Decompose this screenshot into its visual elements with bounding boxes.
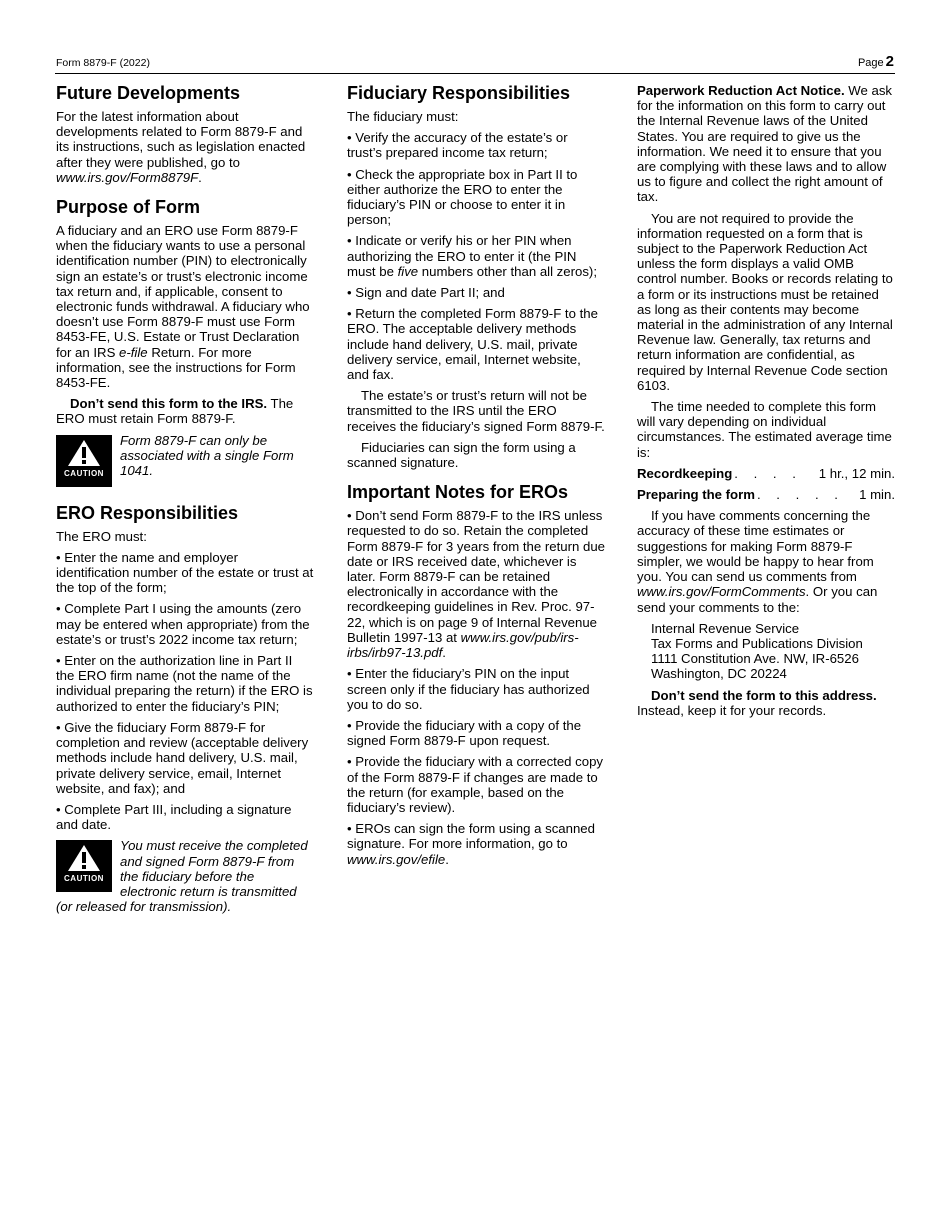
caution-text-1: Form 8879-F can only be associated with a single Form 1041. — [120, 432, 294, 479]
form-id: Form 8879-F (2022) — [56, 57, 150, 69]
preparing-form-row: Preparing the form . . . . . 1 min. — [637, 487, 895, 503]
page-number: 2 — [885, 53, 894, 70]
irs-address: Internal Revenue Service Tax Forms and Publications Division 1111 Constitution Ave. NW, IR-6526 Washington, DC 20224 — [651, 620, 863, 682]
list-item: • Provide the fiduciary with a corrected copy of the Form 8879-F if changes are made to the return (for example, based on the fiduciary’s review). — [347, 754, 604, 815]
efile-link[interactable]: www.irs.gov/efile — [347, 851, 446, 867]
final-note: Don’t send the form to this address. Instead, keep it for your records. — [637, 687, 877, 718]
caution-icon — [56, 840, 112, 892]
warning-triangle-icon — [66, 843, 102, 873]
list-item: • Complete Part I using the amounts (zero may be entered when appropriate) from the estate’s or trust’s 2022 income tax return; — [56, 601, 310, 647]
list-item: • Give the fiduciary Form 8879-F for completion and review (acceptable delivery methods include hand delivery, U.S. mail, private delivery service, email, Internet website, and fax); and — [56, 719, 309, 796]
future-developments-text: For the latest information about developments related to Form 8879-F and its instructions, such as legislation enacted after they were published, go to www.irs.gov/Form8879F. — [56, 109, 306, 185]
list-item: • Enter the name and employer identification number of the estate or trust at the top of the form; — [56, 549, 314, 596]
list-item: • Indicate or verify his or her PIN when authorizing the ERO to enter it (the PIN must be five numbers other than all zeros); — [347, 233, 597, 279]
caution-note-2 — [56, 838, 314, 914]
irb-link[interactable]: www.irs.gov/pub/irs-irbs/irb97-13.pdf — [347, 629, 579, 661]
list-item: • Don’t send Form 8879-F to the IRS unless requested to do so. Retain the completed Form 8879-F for 3 years from the return due date or IRS received date, whichever is later. Form 8879-F can be retained electronically in accordance with the recordkeeping guidelines in Rev. Proc. 97-22, which is on page 9 of Internal Revenue Bulletin 1997-13 at www.irs.gov/pub/irs-irbs/irb97-13.pdf. — [347, 508, 605, 661]
column-2 — [347, 83, 605, 873]
column-1 — [56, 83, 314, 920]
list-item: • EROs can sign the form using a scanned signature. For more information, go to www.irs.gov/efile. — [347, 821, 595, 867]
caution-label: CAUTION — [64, 874, 104, 884]
future-developments-title: Future Developments — [56, 83, 241, 103]
caution-note-1 — [56, 433, 314, 491]
list-item: • Sign and date Part II; and — [347, 285, 505, 301]
list-item: • Provide the fiduciary with a copy of the signed Form 8879-F upon request. — [347, 717, 582, 749]
dont-send-note: Don’t send this form to the IRS. The ERO must retain Form 8879-F. — [56, 396, 294, 427]
fiduciary-responsibilities-title: Fiduciary Responsibilities — [347, 83, 571, 103]
fiduciary-intro: The fiduciary must: — [347, 109, 459, 124]
purpose-of-form-text: A fiduciary and an ERO use Form 8879-F when the fiduciary wants to use a personal identification number (PIN) to electronically sign an estate’s or trust’s electronic income tax return and, if applicable, consent to electronic funds withdrawal. A fiduciary who doesn’t use Form 8879-F must use Form 8453-FE, U.S. Estate or Trust Declaration for an IRS e-file Return. For more information, see the instructions for Form 8453-FE. — [56, 223, 310, 391]
list-item: • Complete Part III, including a signature and date. — [56, 801, 292, 833]
scanned-signature-note: Fiduciaries can sign the form using a scanned signature. — [347, 439, 576, 471]
list-item: • Enter on the authorization line in Part II the ERO firm name (not the name of the individual preparing the return) if the ERO is authorized to enter the fiduciary’s PIN; — [56, 653, 313, 714]
caution-text-2: You must receive the completed and signed Form 8879-F from the fiduciary before the electronic return is transmitted (or released for transmission). — [56, 838, 308, 915]
caution-label: CAUTION — [64, 468, 104, 478]
transmit-note: The estate’s or trust’s return will not be transmitted to the IRS until the ERO receives the fiduciary’s signed Form 8879-F. — [347, 388, 605, 434]
list-item: • Verify the accuracy of the estate’s or trust’s prepared income tax return; — [347, 130, 568, 161]
list-item: • Enter the fiduciary’s PIN on the input screen only if the fiduciary has authorized you to do so. — [347, 666, 590, 712]
list-item: • Return the completed Form 8879-F to the ERO. The acceptable delivery methods include hand delivery, U.S. mail, private delivery service, email, Internet website, and fax. — [347, 306, 598, 383]
warning-triangle-icon — [66, 438, 102, 468]
important-notes-title: Important Notes for EROs — [347, 482, 569, 503]
ero-intro: The ERO must: — [56, 528, 147, 544]
purpose-of-form-title: Purpose of Form — [56, 197, 201, 218]
header-rule — [55, 73, 895, 74]
paperwork-reduction-notice: Paperwork Reduction Act Notice. We ask for the information on this form to carry out the Internal Revenue laws of the United States. You are required to give us the information. We need it to ensure that you are complying with these laws and to allow us to figure and collect the right amount of tax. — [637, 83, 893, 205]
form8879f-link[interactable]: www.irs.gov/Form8879F — [56, 169, 199, 185]
page-indicator — [858, 53, 894, 70]
ero-responsibilities-title: ERO Responsibilities — [56, 502, 239, 523]
comments-paragraph: If you have comments concerning the accuracy of these time estimates or suggestions for making Form 8879-F simpler, we would be happy to hear from you. You can send us comments from www.irs.gov/FormComments. Or you can send your comments to the: — [637, 508, 878, 615]
caution-icon — [56, 435, 112, 487]
list-item: • Check the appropriate box in Part II to either authorize the ERO to enter the fiduciary’s PIN or choose to enter it in person; — [347, 166, 578, 228]
omb-paragraph: You are not required to provide the information requested on a form that is subject to the Paperwork Reduction Act unless the form displays a valid OMB control number. Books or records relating to a form or its instructions must be retained as long as their contents may become material in the administration of any Internal Revenue law. Generally, tax returns and return information are confidential, as required by Internal Revenue Code section 6103. — [637, 210, 893, 393]
column-3 — [637, 83, 895, 724]
time-needed-paragraph: The time needed to complete this form will vary depending on individual circumstances. The estimated average time is: — [637, 399, 892, 460]
page-label: Page — [857, 57, 884, 69]
recordkeeping-row: Recordkeeping . . . . 1 hr., 12 min. — [637, 465, 895, 481]
form-comments-link[interactable]: www.irs.gov/FormComments — [637, 584, 806, 600]
